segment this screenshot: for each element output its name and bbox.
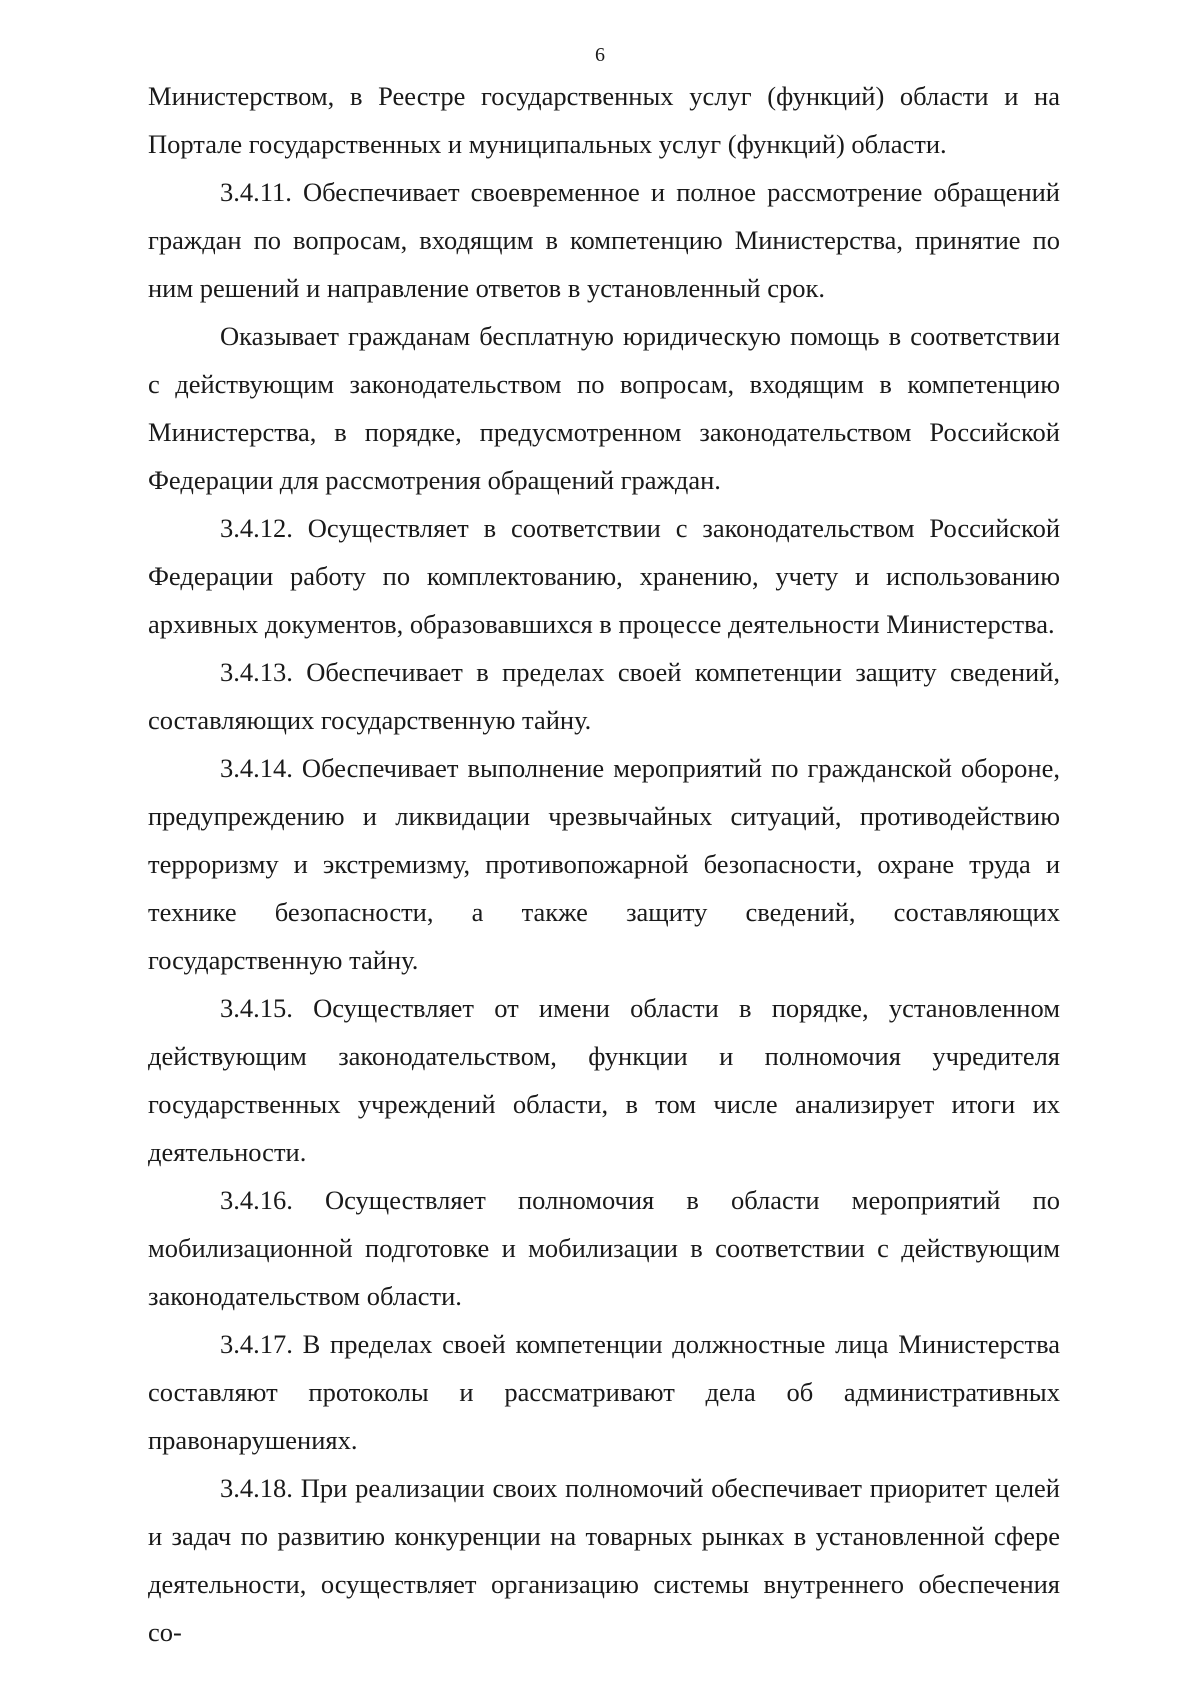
paragraph-legal-aid: Оказывает гражданам бесплатную юридическую помощь в соответствии с действующим законодательством по вопросам, входящим в компетенцию Министерства, в порядке, предусмотренном законодательством Российской Федерации для рассмотрения обращений граждан.: [148, 321, 1060, 495]
paragraph-3-4-18: 3.4.18. При реализации своих полномочий обеспечивает приоритет целей и задач по развитию конкуренции на товарных рынках в установленной сфере деятельности, осуществляет организацию системы внутреннего обеспечения со-: [148, 1473, 1060, 1647]
paragraph-3-4-11: 3.4.11. Обеспечивает своевременное и полное рассмотрение обращений граждан по вопросам, входящим в компетенцию Министерства, принятие по ним решений и направление ответов в установленный срок.: [148, 177, 1060, 303]
document-body: [148, 72, 1060, 1656]
paragraph-continuation: Министерством, в Реестре государственных услуг (функций) области и на Портале государственных и муниципальных услуг (функций) области.: [148, 81, 1060, 159]
page-number: 6: [595, 44, 605, 66]
paragraph-3-4-16: 3.4.16. Осуществляет полномочия в области мероприятий по мобилизационной подготовке и мобилизации в соответствии с действующим законодательством области.: [148, 1185, 1060, 1311]
paragraph-3-4-14: 3.4.14. Обеспечивает выполнение мероприятий по гражданской обороне, предупреждению и ликвидации чрезвычайных ситуаций, противодействию терроризму и экстремизму, противопожарной безопасности, охране труда и технике безопасности, а также защиту сведений, составляющих государственную тайну.: [148, 753, 1060, 975]
paragraph-3-4-17: 3.4.17. В пределах своей компетенции должностные лица Министерства составляют протоколы и рассматривают дела об административных правонарушениях.: [148, 1329, 1060, 1455]
paragraph-3-4-15: 3.4.15. Осуществляет от имени области в порядке, установленном действующим законодательством, функции и полномочия учредителя государственных учреждений области, в том числе анализирует итоги их деятельности.: [148, 993, 1060, 1167]
paragraph-3-4-12: 3.4.12. Осуществляет в соответствии с законодательством Российской Федерации работу по комплектованию, хранению, учету и использованию архивных документов, образовавшихся в процессе деятельности Министерства.: [148, 513, 1060, 639]
paragraph-3-4-13: 3.4.13. Обеспечивает в пределах своей компетенции защиту сведений, составляющих государственную тайну.: [148, 657, 1060, 735]
